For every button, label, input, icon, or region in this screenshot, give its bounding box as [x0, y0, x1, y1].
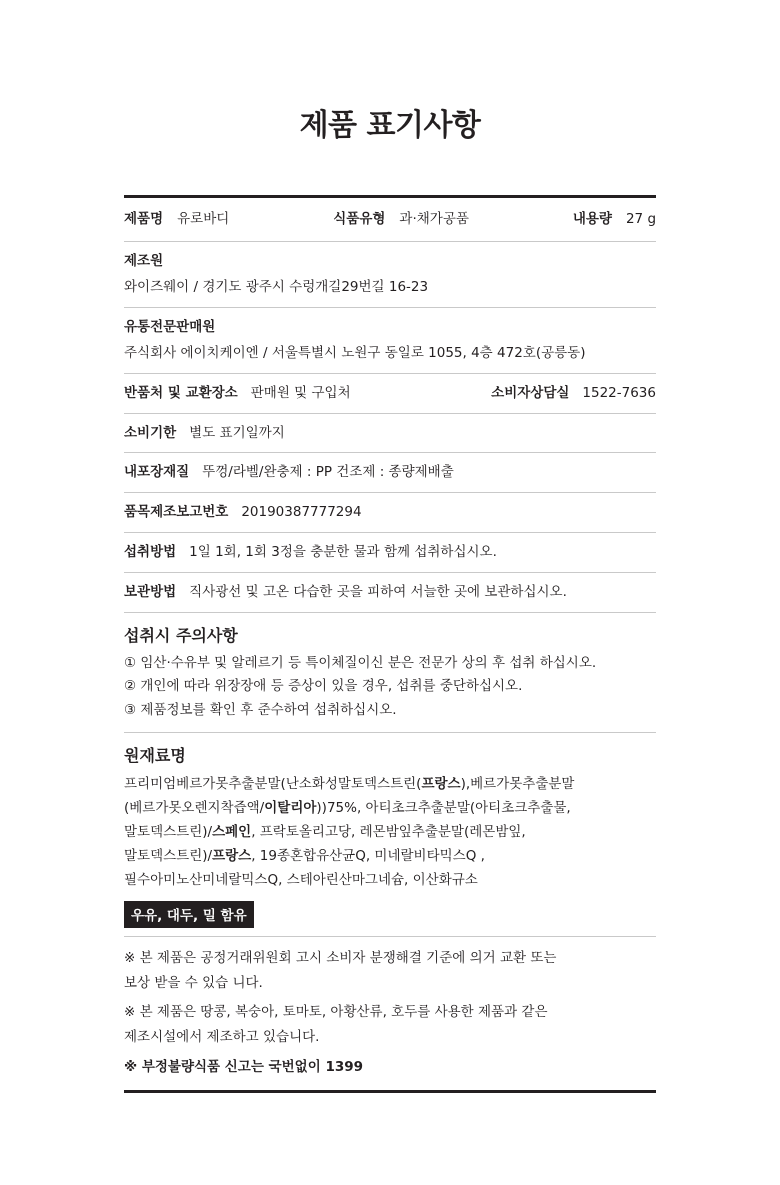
- cautions-label: 섭취시 주의사항: [124, 626, 238, 646]
- packaging-value: 뚜껑/라벨/완충제 : PP 건조제 : 종량제배출: [202, 464, 454, 481]
- ingredient-text: (베르가못오렌지착즙액/: [124, 799, 265, 816]
- expiry-value: 별도 표기일까지: [189, 424, 285, 441]
- table-row: [124, 198, 656, 242]
- ingredient-origin: 프랑스: [212, 847, 252, 864]
- food-type-cell: [333, 209, 469, 230]
- table-row-distributor: [124, 308, 656, 374]
- storage-value: 직사광선 및 고온 다습한 곳을 피하여 서늘한 곳에 보관하십시오.: [189, 584, 567, 601]
- manufacturer-value: 와이즈웨이 / 경기도 광주시 수렁개길29번길 16-23: [124, 278, 429, 295]
- consumer-service-cell: [491, 383, 656, 404]
- caution-item: ③ 제품정보를 확인 후 준수하여 섭취하십시오.: [124, 701, 397, 718]
- food-type-label: 식품유형: [333, 211, 386, 227]
- product-name-value: 유로바디: [177, 211, 230, 227]
- volume-cell: [573, 209, 656, 230]
- caution-item: ② 개인에 따라 위장장애 등 증상이 있을 경우, 섭취를 중단하십시오.: [124, 678, 523, 695]
- food-type-value: 과·채가공품: [399, 211, 469, 227]
- footnote: 보상 받을 수 있습 니다.: [124, 974, 263, 991]
- manufacturer-label: 제조원: [124, 252, 164, 269]
- table-row-storage: [124, 573, 656, 613]
- caution-item: ① 임산·수유부 및 알레르기 등 특이체질이신 분은 전문가 상의 후 섭취 하십시오.: [124, 655, 597, 672]
- intake-label: 섭취방법: [124, 544, 177, 561]
- consumer-service-label: 소비자상담실: [491, 384, 570, 401]
- footnote: ※ 부정불량식품 신고는 국번없이 1399: [124, 1058, 364, 1075]
- return-place-label: 반품처 및 교환장소: [124, 384, 238, 401]
- page-title: 제품 표기사항: [299, 108, 481, 143]
- ingredient-text: 말토덱스트린)/: [124, 847, 213, 864]
- ingredients-label: 원재료명: [124, 745, 186, 765]
- ingredient-origin: 프랑스: [421, 775, 461, 792]
- packaging-label: 내포장재질: [124, 464, 190, 481]
- return-place-value: 판매원 및 구입처: [250, 384, 351, 401]
- allergen-badge: 우유, 대두, 밀 함유: [124, 901, 254, 928]
- ingredient-text: ),베르가못추출분말: [460, 775, 575, 792]
- spec-table: [124, 195, 656, 1093]
- ingredient-text: 필수아미노산미네랄믹스Q, 스테아린산마그네슘, 이산화규소: [124, 871, 478, 888]
- return-place-cell: [124, 383, 351, 404]
- volume-value: 27 g: [625, 211, 657, 227]
- ingredients-line: [124, 796, 656, 820]
- product-name-label: 제품명: [124, 211, 164, 227]
- ingredient-origin: 이탈리아: [264, 799, 317, 816]
- table-row-expiry: [124, 414, 656, 454]
- storage-label: 보관방법: [124, 584, 177, 601]
- expiry-label: 소비기한: [124, 424, 177, 441]
- table-row-intake: [124, 533, 656, 573]
- ingredient-text: 말토덱스트린)/: [124, 823, 213, 840]
- report-number-value: 20190387777294: [241, 504, 362, 521]
- ingredients-line: [124, 868, 656, 892]
- report-number-label: 품목제조보고번호: [124, 504, 229, 521]
- distributor-label: 유통전문판매원: [124, 318, 216, 335]
- table-row-return: [124, 374, 656, 414]
- ingredient-origin: 스페인: [212, 823, 252, 840]
- footnotes: [124, 937, 656, 1090]
- ingredients-line: [124, 772, 656, 796]
- footnote: ※ 본 제품은 땅콩, 복숭아, 토마토, 아황산류, 호두를 사용한 제품과 같은: [124, 1004, 548, 1021]
- volume-label: 내용량: [572, 211, 612, 227]
- ingredient-text: 프리미엄베르가못추출분말(난소화성말토덱스트린(: [124, 775, 422, 792]
- consumer-service-value: 1522-7636: [582, 384, 656, 401]
- table-row-packaging: [124, 453, 656, 493]
- ingredients-text: [124, 772, 656, 892]
- table-row-report-number: [124, 493, 656, 533]
- ingredient-text: , 프락토올리고당, 레몬밤잎추출분말(레몬밤잎,: [251, 823, 526, 840]
- footnote: 제조시설에서 제조하고 있습니다.: [124, 1028, 320, 1045]
- table-row-ingredients: [124, 733, 656, 937]
- table-row-manufacturer: [124, 242, 656, 308]
- ingredients-line: [124, 844, 656, 868]
- product-name-cell: [124, 209, 229, 230]
- intake-value: 1일 1회, 1회 3정을 충분한 물과 함께 섭취하십시오.: [189, 544, 497, 561]
- ingredient-text: , 19종혼합유산균Q, 미네랄비타믹스Q ,: [251, 847, 485, 864]
- distributor-value: 주식회사 에이치케이엔 / 서울특별시 노원구 동일로 1055, 4층 472호(공릉동): [124, 344, 586, 361]
- footnote: ※ 본 제품은 공정거래위원회 고시 소비자 분쟁해결 기준에 의거 교환 또는: [124, 949, 557, 966]
- ingredient-text: ))75%, 아티초크추출분말(아티초크추출물,: [316, 799, 571, 816]
- ingredients-line: [124, 820, 656, 844]
- table-row-cautions: [124, 613, 656, 733]
